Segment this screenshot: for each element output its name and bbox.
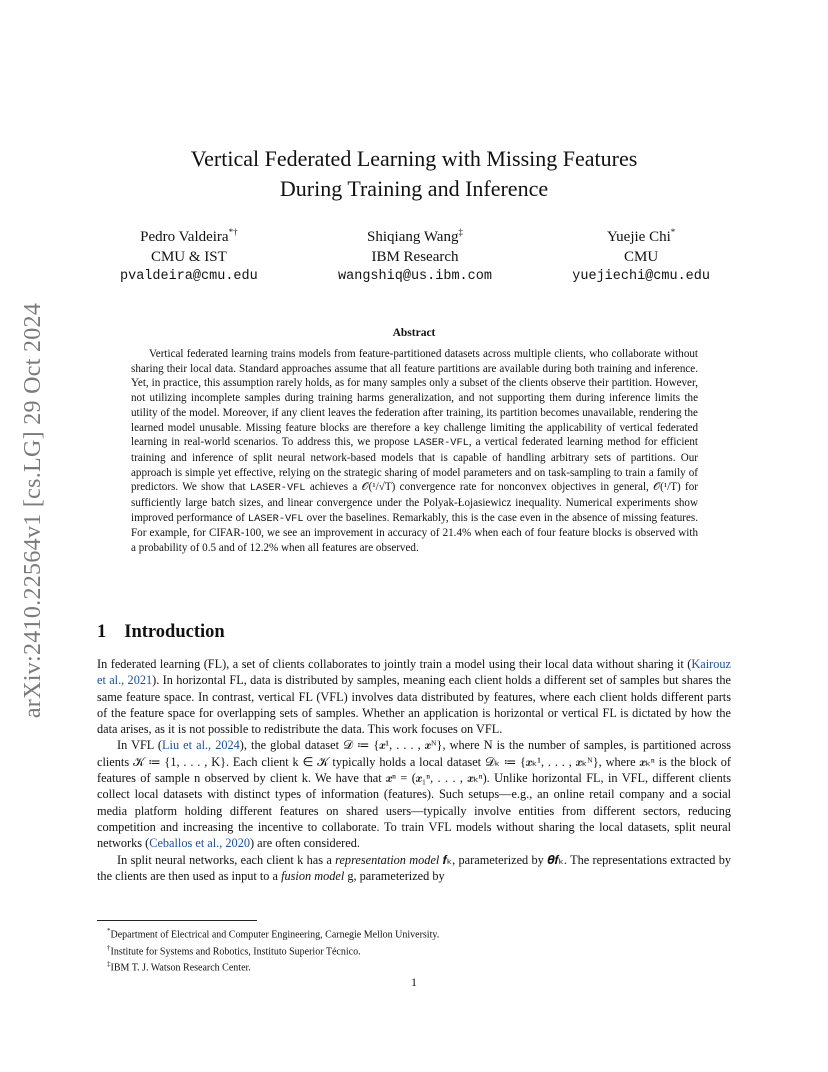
author-email[interactable]: yuejiechi@cmu.edu	[572, 269, 710, 284]
emphasis: representation model	[335, 852, 440, 867]
citation-link[interactable]: Ceballos et al., 2020	[149, 836, 250, 851]
page-number: 1	[411, 975, 417, 989]
paragraph-text: In split neural networks, each client k has a	[117, 852, 336, 867]
arxiv-stamp-text: arXiv:2410.22564v1 [cs.LG] 29 Oct 2024	[20, 302, 47, 718]
paragraph-text: In VFL (	[117, 738, 163, 753]
abstract-text-2: , a vertical federated learning method for efficient training and inference of split neural network-based models that is capable of handling arbitrary sets of partitions. Our approach is simple yet effective, relying on the strategic sharing of model parameters and on task-sampling to train a family of predictors. We show that	[131, 436, 698, 494]
author-affiliation: CMU & IST	[150, 249, 227, 265]
section-heading	[97, 622, 225, 643]
paragraph-text: g, parameterized by	[344, 868, 445, 883]
paragraph-text: ). In horizontal FL, data is distributed by samples, meaning each client holds a different set of samples but shares the same feature space. In contrast, vertical FL (VFL) involves data distributed by features, where each client holds different parts of the feature space for overlapping sets of samples. Whether an application is horizontal or vertical FL is dictated by how the data arises, as it is not possible to redistribute the data. This work focuses on VFL.	[97, 673, 732, 737]
author-2	[338, 222, 492, 287]
footnote-text: Department of Electrical and Computer Engineering, Carnegie Mellon University.	[110, 929, 440, 941]
footnote-mark: †	[107, 943, 111, 952]
citation-link[interactable]: Liu et al., 2024	[162, 738, 240, 753]
author-block	[120, 222, 710, 287]
footnote	[107, 942, 439, 959]
author-email[interactable]: pvaldeira@cmu.edu	[120, 269, 258, 284]
footnote	[107, 925, 439, 942]
section-title: Introduction	[124, 622, 225, 642]
footnotes	[107, 925, 439, 975]
paragraph-text: ) are often considered.	[250, 836, 360, 851]
paragraph-text: ), the global dataset 𝒟 ≔ {𝒙¹, . . . , 𝒙ᴺ}, where N is the number of samples, is partitioned across clients 𝒦 ≔ {1, . . . , K}. Each client k ∈ 𝒦 typically holds a local dataset 𝒟ₖ ≔ {𝒙ₖ¹, . . . , 𝒙ₖᴺ}, where 𝒙ₖⁿ is the block of features of sample n observed by client k. We have that 𝒙ⁿ = (𝒙₁ⁿ, . . . , 𝒙ₖⁿ). Unlike horizontal FL, in VFL, different clients collect local datasets with distinct types of information (features). Such setups—e.g., an online retail company and a social media platform holding different features on shared users—typically involve entities from different sectors, reducing competition and increasing the incentive to collaborate. To train VFL models without sharing the local datasets, split neural networks (	[97, 738, 732, 851]
citation-link[interactable]: Kairouz et al., 2021	[97, 657, 731, 688]
method-name: LASER-VFL	[247, 512, 304, 525]
footnote-text: Institute for Systems and Robotics, Instituto Superior Técnico.	[110, 945, 361, 957]
introduction-body	[97, 656, 731, 884]
paragraph-text: In federated learning (FL), a set of clients collaborates to jointly train a model using their local data without sharing it (	[97, 657, 692, 671]
author-affiliation: IBM Research	[371, 249, 459, 265]
author-name: Pedro Valdeira	[140, 229, 229, 245]
section-number: 1	[97, 622, 107, 642]
author-1	[120, 222, 258, 287]
author-affiliation: CMU	[624, 249, 659, 265]
abstract-text-3: achieves a 𝒪(¹/√T) convergence rate for nonconvex objectives in general, 𝒪(¹/T) for sufficiently large batch sizes, and linear convergence under the Polyak-Łojasiewicz inequality. Numerical experiments show improved performance of	[131, 481, 698, 524]
author-marks: *	[670, 227, 676, 237]
abstract-body	[131, 347, 698, 556]
title-line-1: Vertical Federated Learning with Missing Features	[190, 146, 638, 171]
arxiv-stamp	[14, 290, 54, 730]
paragraph	[97, 656, 731, 737]
emphasis: fusion model	[281, 868, 345, 883]
method-name: LASER-VFL	[413, 437, 469, 450]
paragraph	[97, 737, 731, 851]
method-name: LASER-VFL	[249, 482, 306, 495]
footnote-mark: *	[107, 927, 111, 935]
author-3	[572, 222, 710, 287]
paragraph	[97, 852, 731, 885]
author-name: Shiqiang Wang	[367, 229, 459, 245]
author-name: Yuejie Chi	[607, 229, 671, 245]
footnote	[107, 958, 439, 975]
author-email[interactable]: wangshiq@us.ibm.com	[338, 269, 492, 284]
title-line-2: During Training and Inference	[279, 176, 549, 201]
footnote-text: IBM T. J. Watson Research Center.	[110, 962, 251, 974]
author-marks: ‡	[458, 227, 463, 237]
abstract-heading: Abstract	[392, 327, 436, 339]
paragraph-text: 𝒇ₖ, parameterized by 𝜽𝒇ₖ. The representations extracted by the clients are then used as input to a	[97, 852, 731, 883]
footnote-mark: ‡	[107, 960, 111, 969]
paper-title	[97, 144, 731, 204]
author-marks: *†	[228, 227, 238, 237]
footnote-divider	[97, 920, 257, 921]
abstract-text-4: over the baselines. Remarkably, this is the case even in the absence of missing features. For example, for CIFAR-100, we see an improvement in accuracy of 21.4% when each of four feature blocks is observed with a probability of 0.5 and of 12.2% when all features are observed.	[131, 511, 698, 555]
abstract-text-1: Vertical federated learning trains models from feature-partitioned datasets across multiple clients, who collaborate without sharing their local data. Standard approaches assume that all feature partitions are available during both training and inference. Yet, in practice, this assumption rarely holds, as for many samples only a subset of the clients observe their partition. However, not utilizing incomplete samples during training harms generalization, and not supporting them during inference limits the utility of the model. Moreover, if any client leaves the federation after training, its partition becomes unavailable, rendering the learned model unusable. Missing feature blocks are therefore a key challenge limiting the applicability of vertical federated learning in real-world scenarios. To address this, we propose	[131, 348, 698, 449]
